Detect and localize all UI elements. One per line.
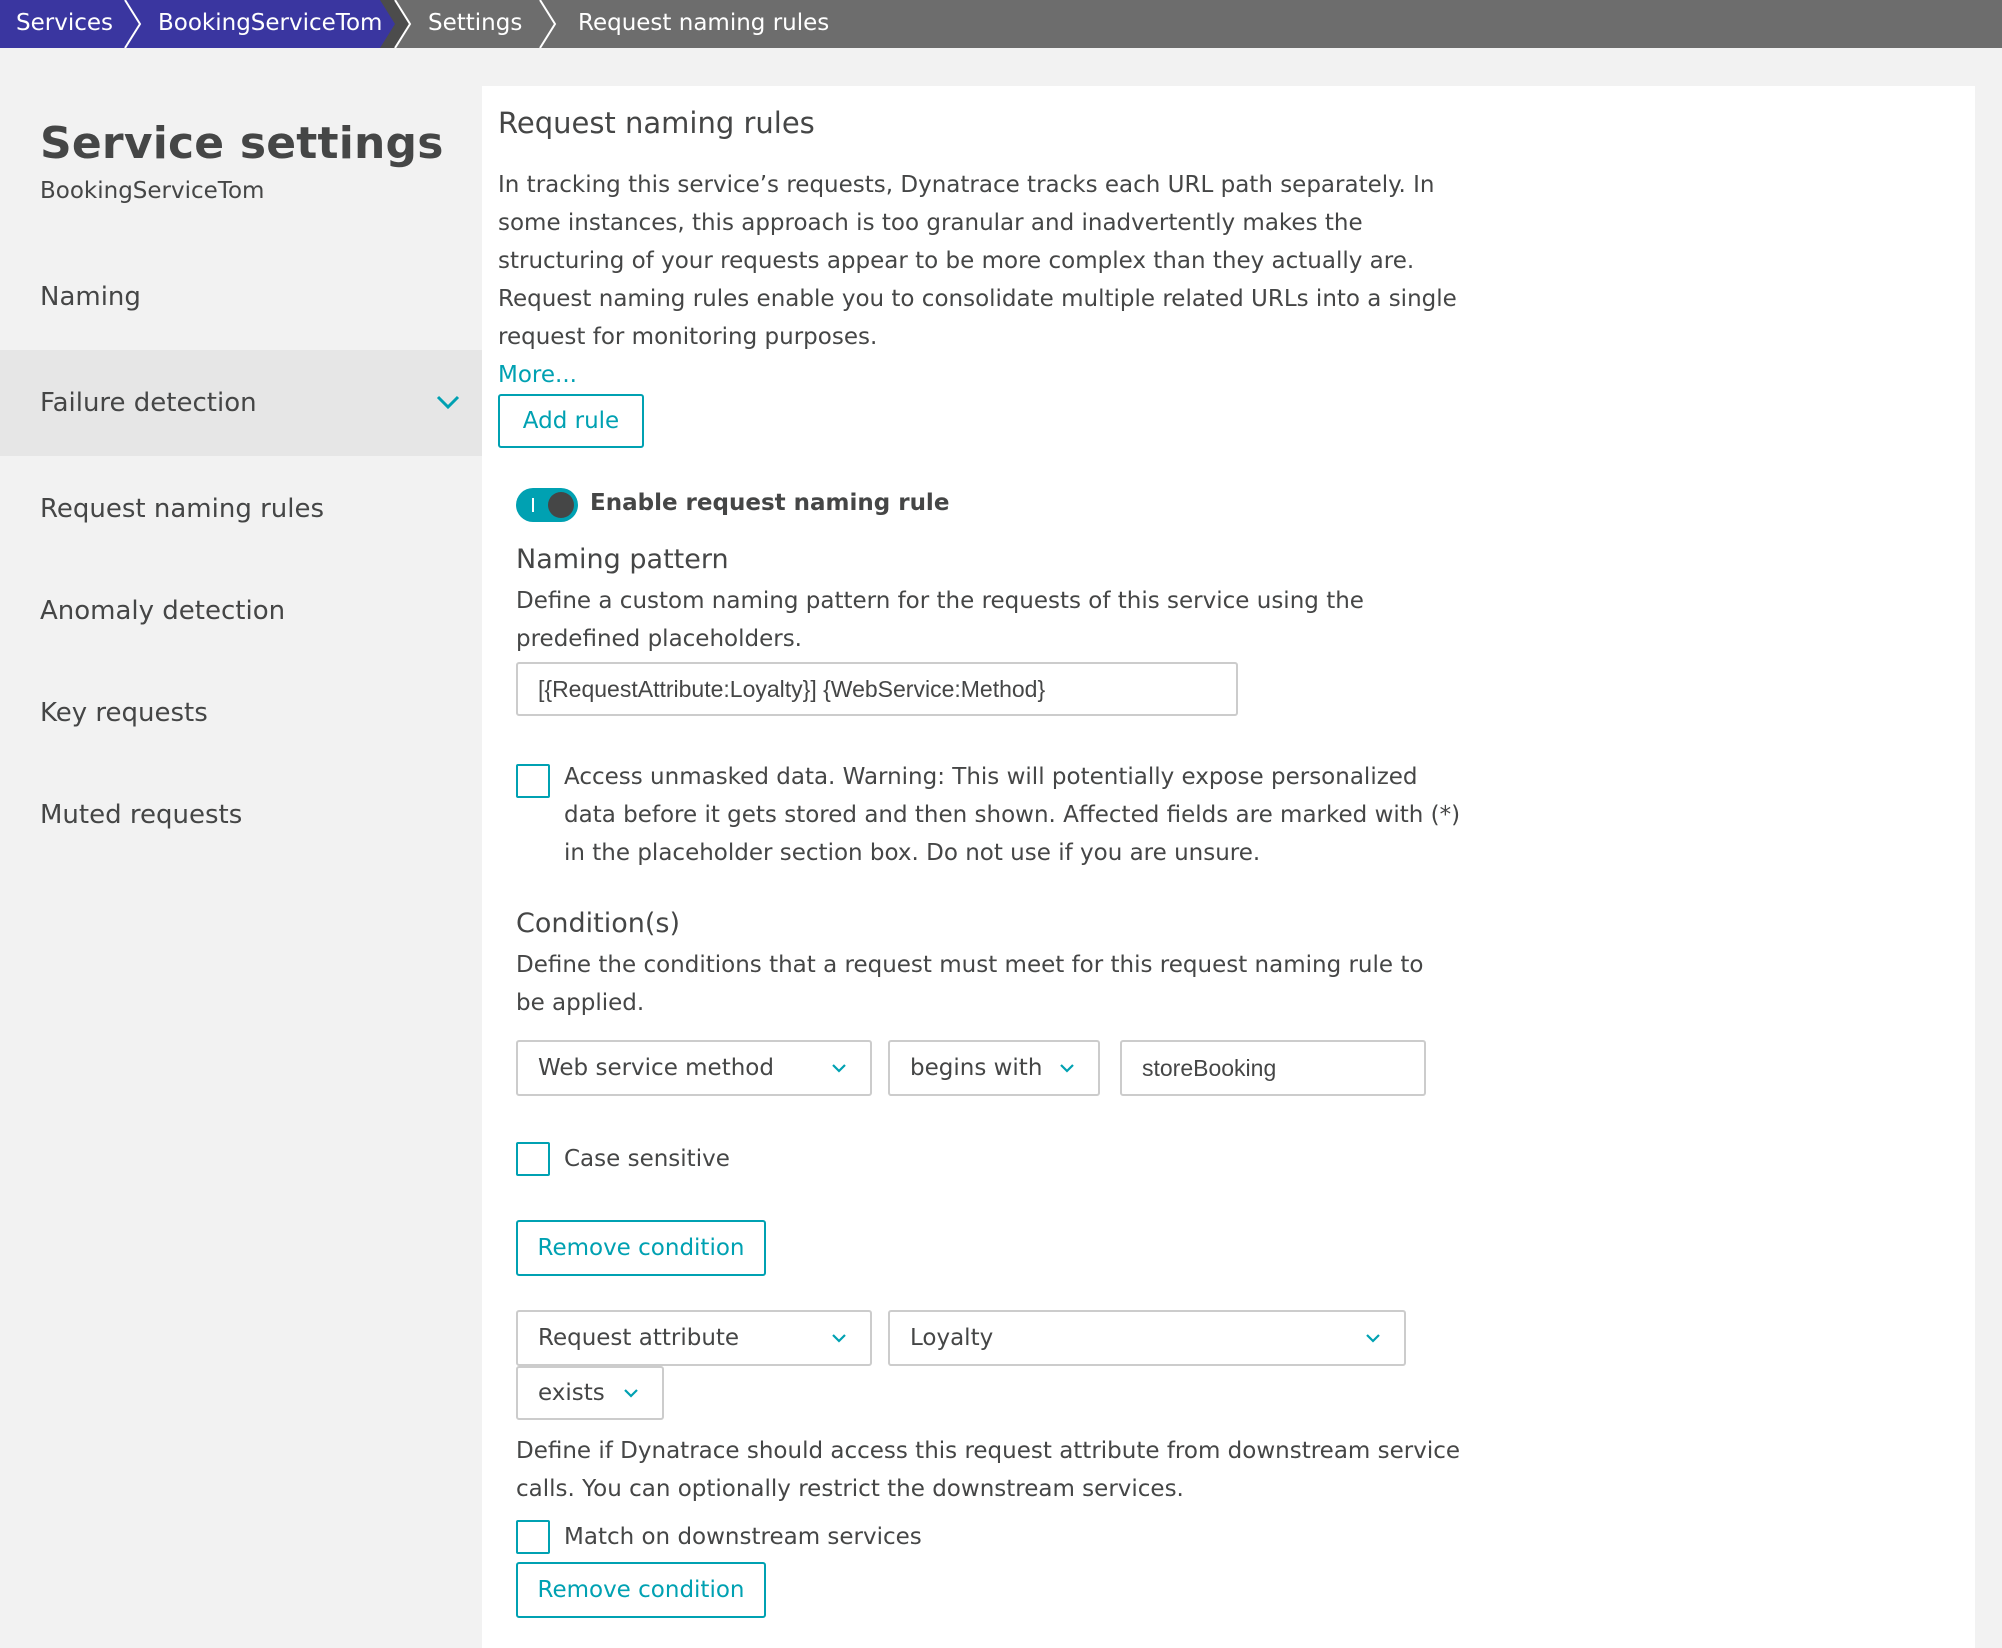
sidebar-item-label: Request naming rules <box>40 494 325 524</box>
enable-rule-toggle[interactable] <box>516 488 578 522</box>
select-value: Request attribute <box>538 1325 740 1351</box>
breadcrumb-item-services[interactable]: Services <box>16 10 113 36</box>
naming-pattern-heading: Naming pattern <box>516 544 729 575</box>
chevron-down-icon <box>830 1059 848 1077</box>
more-link[interactable]: More... <box>498 362 577 388</box>
section-description <box>498 166 1478 394</box>
page-subtitle: BookingServiceTom <box>40 178 265 204</box>
select-value: Loyalty <box>910 1325 994 1351</box>
case-sensitive-label: Case sensitive <box>564 1146 730 1172</box>
breadcrumb <box>0 0 2002 48</box>
chevron-down-icon <box>622 1384 640 1402</box>
condition-value-input[interactable] <box>1120 1040 1426 1096</box>
remove-condition-button[interactable]: Remove condition <box>516 1562 766 1618</box>
chevron-down-icon <box>1058 1059 1076 1077</box>
select-value: exists <box>538 1380 605 1406</box>
condition-attribute-select[interactable] <box>516 1040 872 1096</box>
chevron-down-icon[interactable] <box>434 388 462 416</box>
main-panel <box>482 86 1975 1648</box>
match-downstream-label: Match on downstream services <box>564 1524 922 1550</box>
toggle-knob <box>548 492 574 518</box>
breadcrumb-item-current: Request naming rules <box>578 10 830 36</box>
breadcrumb-item-service[interactable]: BookingServiceTom <box>158 10 383 36</box>
condition-attribute-select[interactable] <box>516 1310 872 1366</box>
remove-condition-button[interactable]: Remove condition <box>516 1220 766 1276</box>
naming-pattern-description: Define a custom naming pattern for the requests of this service using the predefined placeholders. <box>516 588 1364 652</box>
sidebar-item-anomaly-detection[interactable] <box>0 558 482 664</box>
conditions-description: Define the conditions that a request must meet for this request naming rule to be applied. <box>516 952 1424 1016</box>
request-attribute-select[interactable] <box>888 1310 1406 1366</box>
unmasked-data-label: Access unmasked data. Warning: This will potentially expose personalized data before it gets stored and then shown. Affected fields are marked with (*) in the placeholder section box. Do not use if you are unsure. <box>564 764 1461 866</box>
sidebar-item-label: Naming <box>40 282 141 312</box>
page-title: Service settings <box>40 118 444 169</box>
sidebar-item-label: Anomaly detection <box>40 596 286 626</box>
add-rule-button[interactable]: Add rule <box>498 394 644 448</box>
sidebar <box>0 48 482 1648</box>
sidebar-item-muted-requests[interactable] <box>0 762 482 868</box>
sidebar-item-request-naming-rules[interactable] <box>0 456 482 562</box>
condition-operator-select[interactable] <box>888 1040 1100 1096</box>
sidebar-item-label: Failure detection <box>40 388 257 418</box>
chevron-down-icon <box>830 1329 848 1347</box>
sidebar-item-key-requests[interactable] <box>0 660 482 766</box>
select-value: begins with <box>910 1055 1043 1081</box>
section-title: Request naming rules <box>498 106 815 140</box>
toggle-on-mark <box>532 498 534 512</box>
sidebar-item-label: Key requests <box>40 698 208 728</box>
sidebar-item-label: Muted requests <box>40 800 243 830</box>
chevron-down-icon <box>1364 1329 1382 1347</box>
select-value: Web service method <box>538 1055 774 1081</box>
description-text: In tracking this service’s requests, Dynatrace tracks each URL path separately. In some instances, this approach is too granular and inadvertently makes the structuring of your requests appear to be more complex than they actually are. Request naming rules enable you to consolidate multiple related URLs into a single request for monitoring purposes. <box>498 172 1457 350</box>
unmasked-data-checkbox[interactable] <box>516 764 550 798</box>
naming-pattern-input[interactable] <box>516 662 1238 716</box>
downstream-description: Define if Dynatrace should access this request attribute from downstream service calls. You can optionally restrict the downstream services. <box>516 1438 1461 1502</box>
enable-rule-label: Enable request naming rule <box>590 490 950 516</box>
match-downstream-checkbox[interactable] <box>516 1520 550 1554</box>
case-sensitive-checkbox[interactable] <box>516 1142 550 1176</box>
condition-operator-select[interactable] <box>516 1366 664 1420</box>
breadcrumb-item-settings[interactable]: Settings <box>428 10 523 36</box>
sidebar-item-naming[interactable] <box>0 244 482 350</box>
sidebar-item-failure-detection[interactable] <box>0 350 482 456</box>
conditions-heading: Condition(s) <box>516 908 680 939</box>
